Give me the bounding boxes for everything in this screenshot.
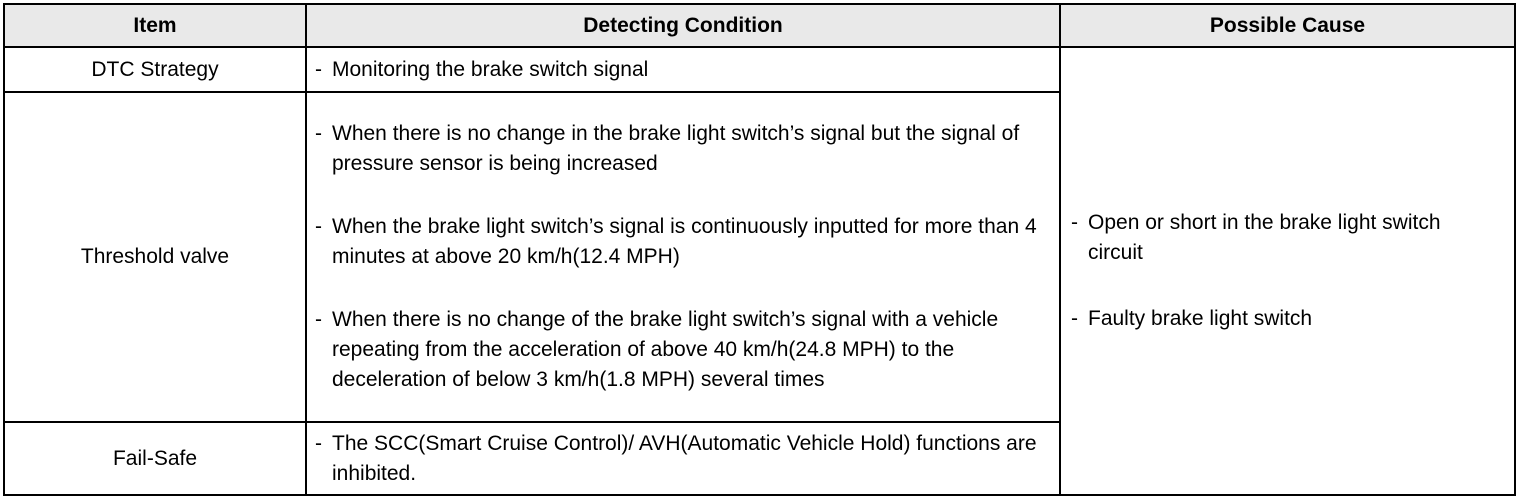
cause-text: - Faulty brake light switch [1071,304,1494,334]
item-cell: Fail-Safe [4,422,306,495]
cause-text: - Open or short in the brake light switch circuit [1071,208,1494,268]
condition-cell [306,47,1060,92]
condition-cell [306,422,1060,495]
header-row [4,4,1515,47]
table-row [4,47,1515,92]
condition-text: - When there is no change of the brake light switch’s signal with a vehicle repeating from the acceleration of above 40 km/h(24.8 MPH) to the deceleration of below 3 km/h(1.8 MPH) several times [315,305,1037,395]
dtc-table [3,3,1516,496]
condition-text: - When there is no change in the brake light switch’s signal but the signal of pressure sensor is being increased [315,119,1037,179]
condition-text: - When the brake light switch’s signal is continuously inputted for more than 4 minutes at above 20 km/h(12.4 MPH) [315,212,1037,272]
header-possible-cause: Possible Cause [1060,4,1515,47]
header-item: Item [4,4,306,47]
item-cell: DTC Strategy [4,47,306,92]
condition-text: - Monitoring the brake switch signal [315,55,1037,85]
condition-cell [306,92,1060,422]
header-detecting-condition: Detecting Condition [306,4,1060,47]
condition-text: - The SCC(Smart Cruise Control)/ AVH(Automatic Vehicle Hold) functions are inhibited. [315,429,1037,489]
item-cell: Threshold valve [4,92,306,422]
possible-cause-cell [1060,47,1515,495]
